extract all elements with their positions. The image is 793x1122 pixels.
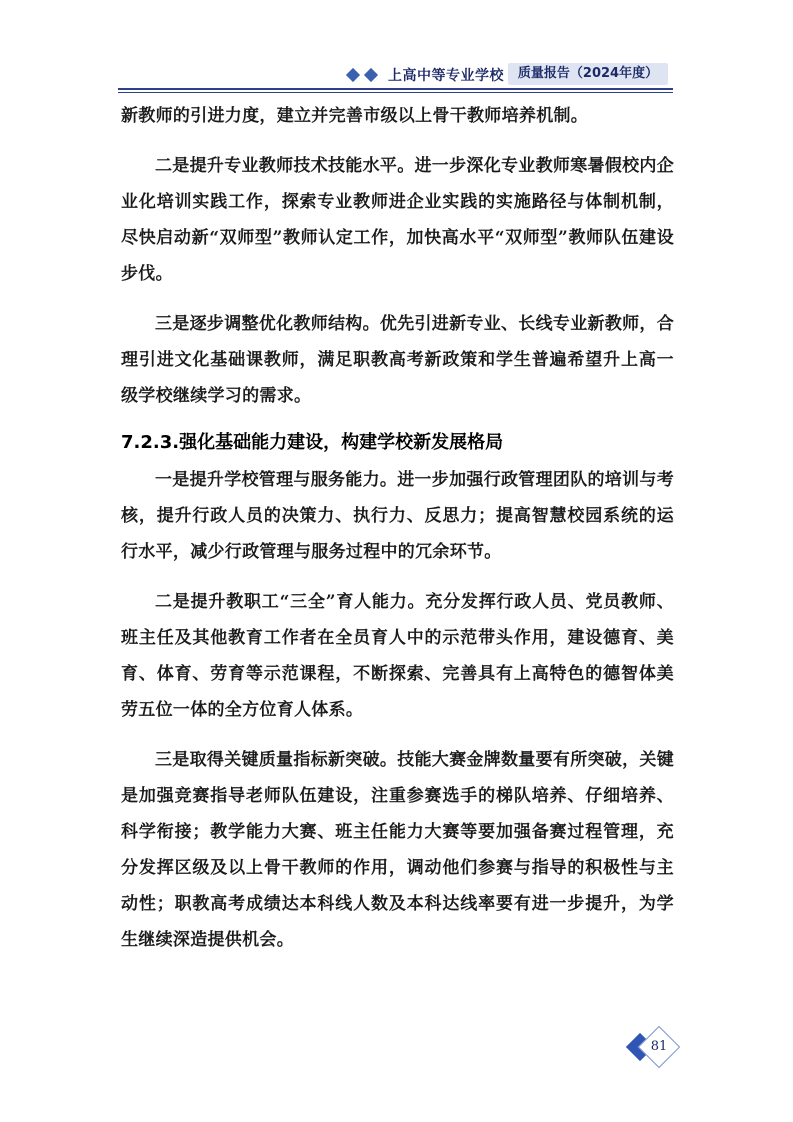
body-paragraph: 新教师的引进力度，建立并完善市级以上骨干教师培养机制。 [121,106,589,126]
body-paragraph: 二是提升教职工“三全”育人能力。充分发挥行政人员、党员教师、班主任及其他教育工作者在全员育人中的示范带头作用，建设德育、美育、体育、劳育等示范课程，不断探索、完善具有上高特色的德智体美劳五位一体的全方位育人体系。 [121,592,674,720]
body-paragraph: 二是提升专业教师技术技能水平。进一步深化专业教师寒暑假校内企业化培训实践工作，探索专业教师进企业实践的实施路径与体制机制，尽快启动新“双师型”教师认定工作，加快高水平“双师型”教师队伍建设步伐。 [121,156,674,284]
body-paragraph: 三是取得关键质量指标新突破。技能大赛金牌数量要有所突破，关键是加强竞赛指导老师队伍建设，注重参赛选手的梯队培养、仔细培养、科学衔接；教学能力大赛、班主任能力大赛等要加强备赛过程管理，充分发挥区级及以上骨干教师的作用，调动他们参赛与指导的积极性与主动性；职教高考成绩达本科线人数及本科达线率要有进一步提升，为学生继续深造提供机会。 [121,750,674,950]
body-paragraph: 一是提升学校管理与服务能力。进一步加强行政管理团队的培训与考核，提升行政人员的决策力、执行力、反思力；提高智慧校园系统的运行水平，减少行政管理与服务过程中的冗余环节。 [121,470,674,562]
header-rule-thin [118,92,673,93]
page-body [121,98,674,972]
page-header [0,0,793,100]
diamond-icon [364,68,378,82]
header-school-name: 上高中等专业学校 [388,68,504,84]
page-number: 81 [650,1039,668,1054]
page-number-badge [628,1029,676,1067]
body-paragraph: 三是逐步调整优化教师结构。优先引进新专业、长线专业新教师，合理引进文化基础课教师，满足职教高考新政策和学生普遍希望升上高一级学校继续学习的需求。 [121,314,674,406]
section-heading: 7.2.3.强化基础能力建设，构建学校新发展格局 [121,432,504,453]
header-report-title: 质量报告（2024年度） [508,63,668,85]
diamond-icon [346,68,360,82]
header-rule [118,88,673,90]
header-diamond-icons [346,68,382,84]
